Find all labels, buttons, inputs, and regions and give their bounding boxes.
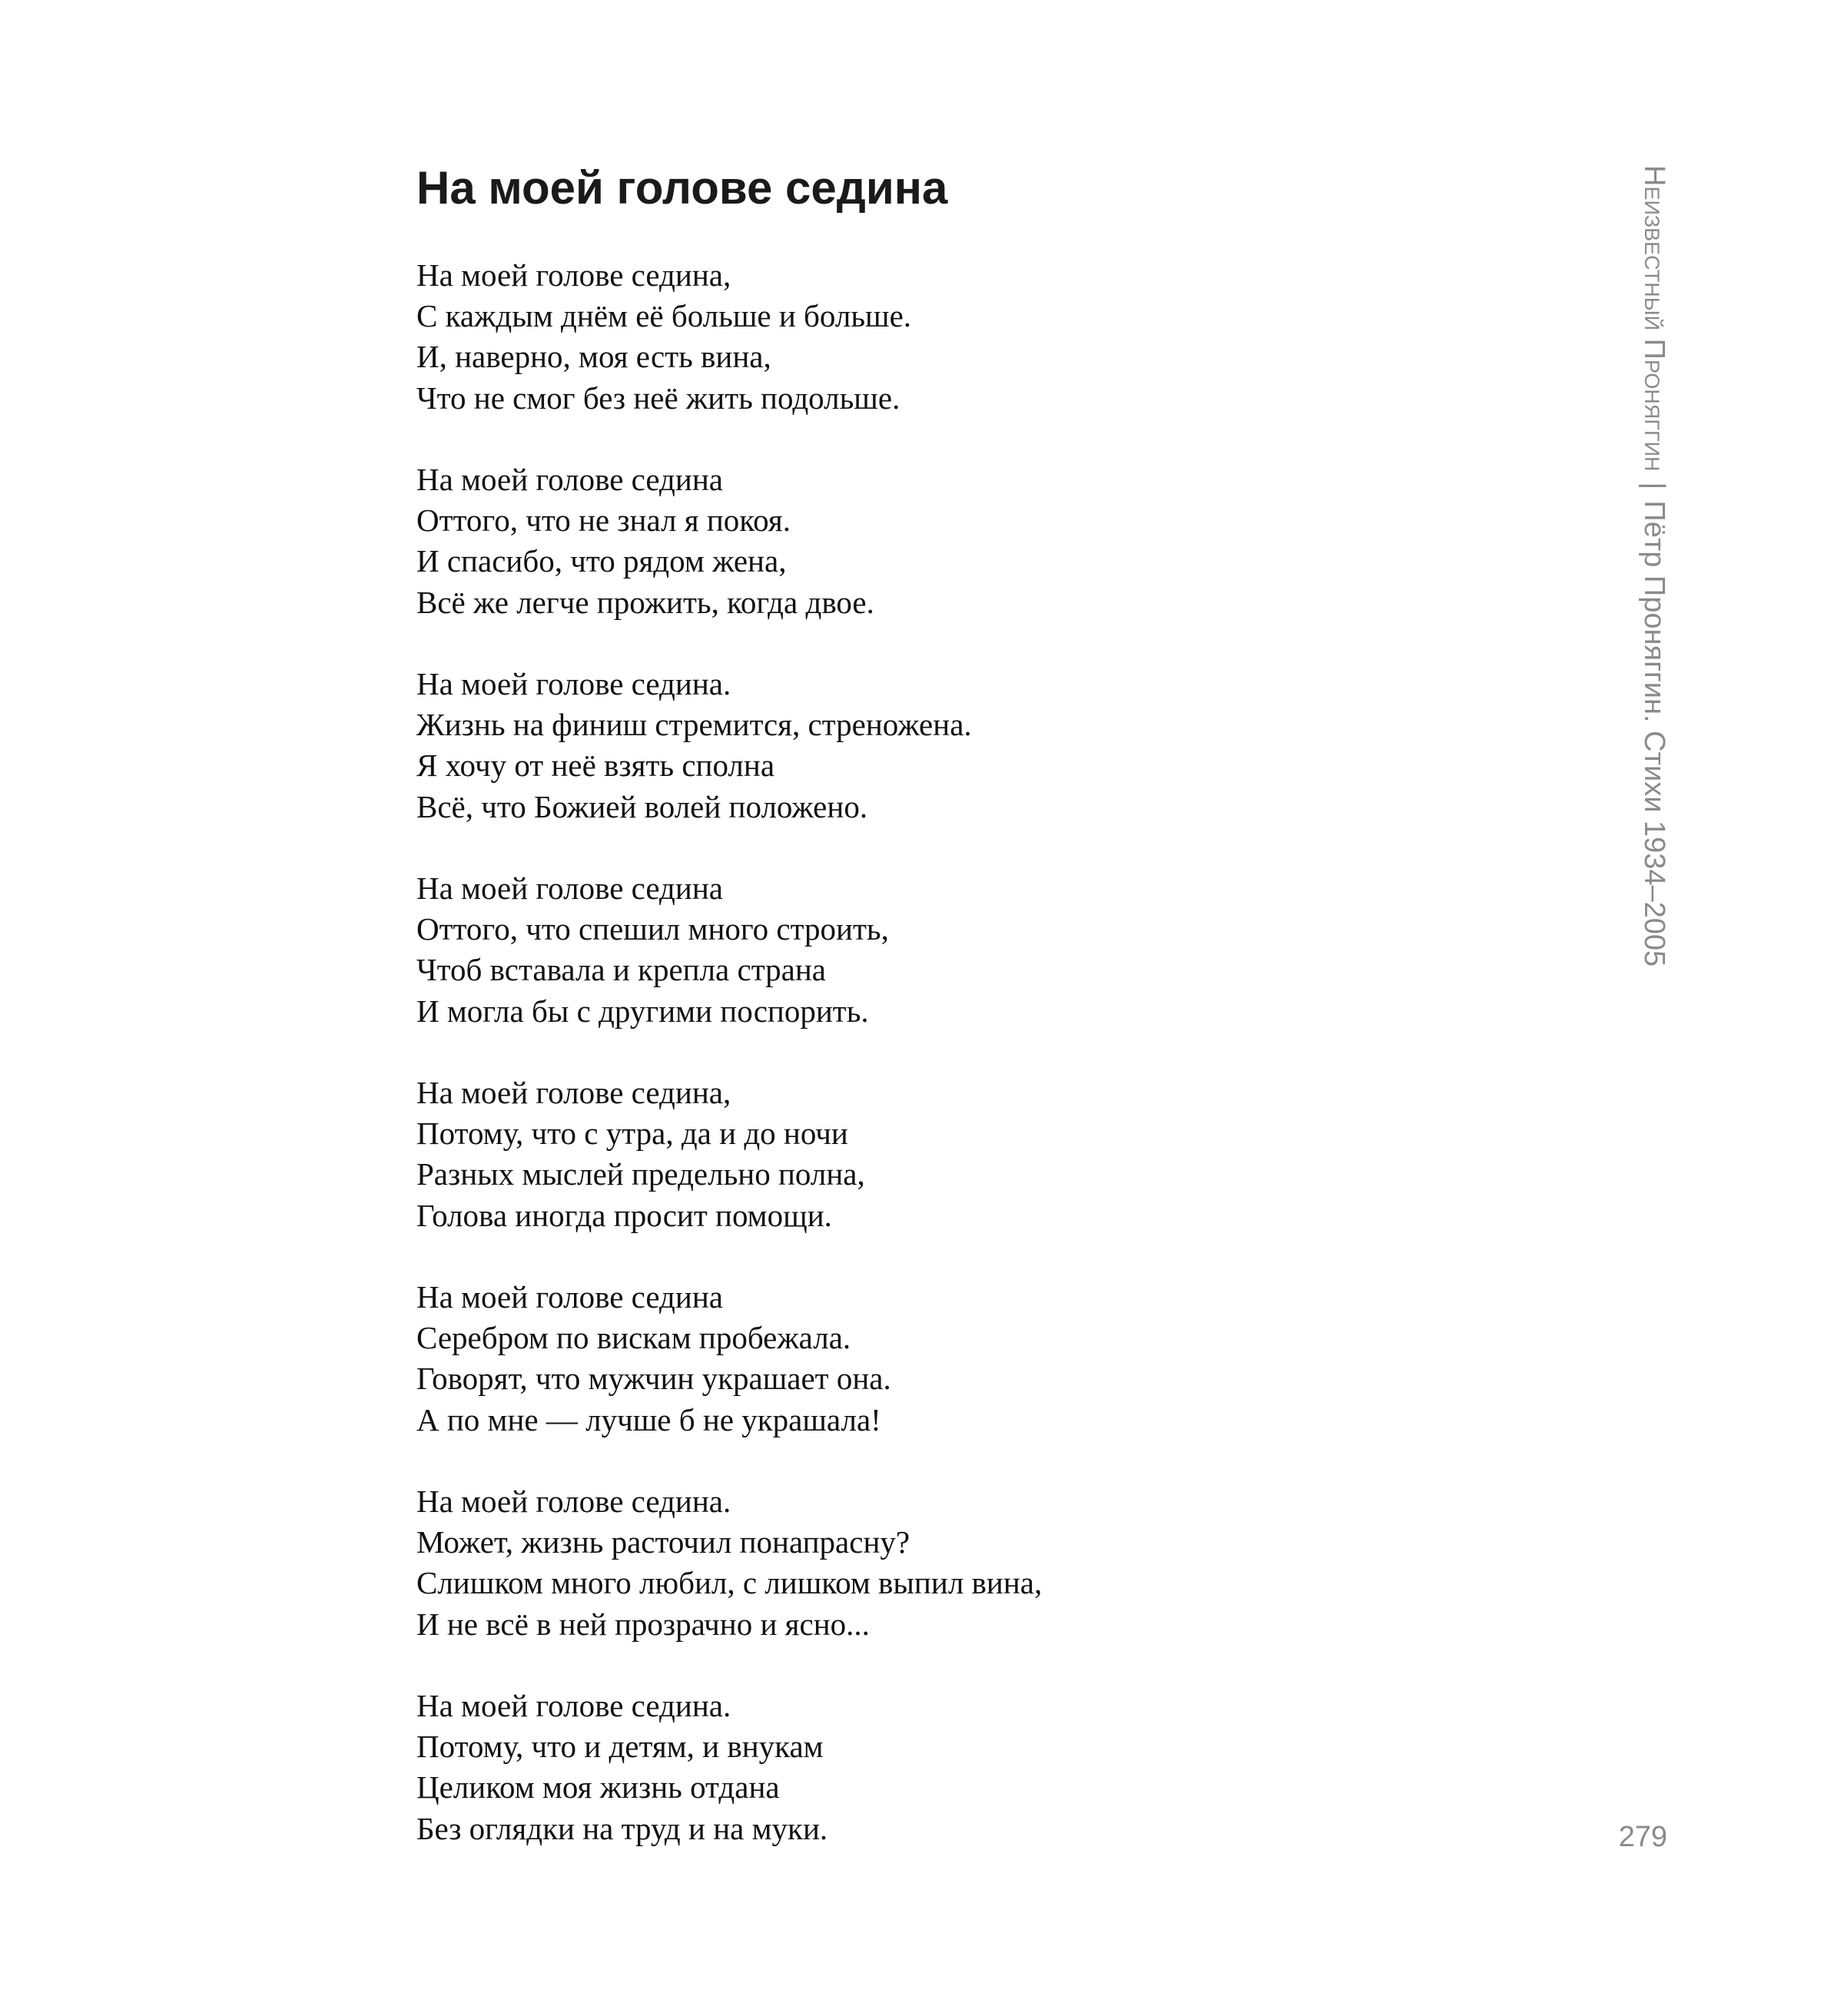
verse-line: На моей голове седина, xyxy=(416,257,731,293)
verse-line: Оттого, что не знал я покоя. xyxy=(416,502,791,539)
verse-line: Может, жизнь расточил понапрасну? xyxy=(416,1524,910,1560)
verse-line: С каждым днём её больше и больше. xyxy=(416,298,912,334)
verse-line: Оттого, что спешил много строить, xyxy=(416,911,889,947)
verse-line: На моей голове седина xyxy=(416,1279,723,1315)
running-head-series: Неизвестный Проняггин xyxy=(1638,165,1670,472)
running-head xyxy=(1637,165,1672,967)
verse-line: Жизнь на финиш стремится, стреножена. xyxy=(416,707,972,743)
running-head-book: Пётр Проняггин. Стихи 1934–2005 xyxy=(1638,500,1670,967)
stanza xyxy=(416,255,1492,419)
stanza xyxy=(416,1481,1492,1645)
verse-line: Потому, что и детям, и внукам xyxy=(416,1729,824,1765)
verse-line: Голова иногда просит помощи. xyxy=(416,1197,832,1233)
verse-line: На моей голове седина. xyxy=(416,1688,731,1723)
verse-line: И могла бы с другими поспорить. xyxy=(416,993,869,1029)
verse-line: И спасибо, что рядом жена, xyxy=(416,543,787,579)
verse-line: Говорят, что мужчин украшает она. xyxy=(416,1361,891,1397)
verse-line: Всё, что Божией волей положено. xyxy=(416,788,868,824)
verse-line: Слишком много любил, с лишком выпил вина, xyxy=(416,1565,1043,1601)
verse-line: А по мне — лучше б не украшала! xyxy=(416,1401,881,1437)
verse-line: На моей голове седина xyxy=(416,870,723,906)
verse-line: Целиком моя жизнь отдана xyxy=(416,1769,780,1805)
verse-line: Потому, что с утра, да и до ночи xyxy=(416,1116,848,1152)
running-head-separator: | xyxy=(1638,482,1670,490)
verse-line: Я хочу от неё взять сполна xyxy=(416,748,775,784)
stanza xyxy=(416,1073,1492,1236)
verse-line: На моей голове седина. xyxy=(416,666,731,701)
verse-line: Серебром по вискам пробежала. xyxy=(416,1320,851,1356)
verse-line: И, наверно, моя есть вина, xyxy=(416,339,771,375)
verse-line: На моей голове седина. xyxy=(416,1484,731,1519)
verse-line: Всё же легче прожить, когда двое. xyxy=(416,584,874,620)
verse-line: На моей голове седина xyxy=(416,462,723,497)
verse-line: Разных мыслей предельно полна, xyxy=(416,1156,865,1192)
stanza xyxy=(416,868,1492,1032)
stanza xyxy=(416,1686,1492,1849)
verse-line: Чтоб вставала и крепла страна xyxy=(416,952,826,988)
verse-line: На моей голове седина, xyxy=(416,1075,731,1110)
stanza xyxy=(416,664,1492,827)
verse-line: Без оглядки на труд и на муки. xyxy=(416,1810,828,1846)
stanza xyxy=(416,1277,1492,1441)
page-number: 279 xyxy=(1618,1821,1667,1853)
poem-body xyxy=(416,255,1492,1849)
poem-title: На моей голове седина xyxy=(416,162,948,214)
verse-line: Что не смог без неё жить подольше. xyxy=(416,380,900,416)
stanza xyxy=(416,459,1492,623)
verse-line: И не всё в ней прозрачно и ясно... xyxy=(416,1606,870,1642)
